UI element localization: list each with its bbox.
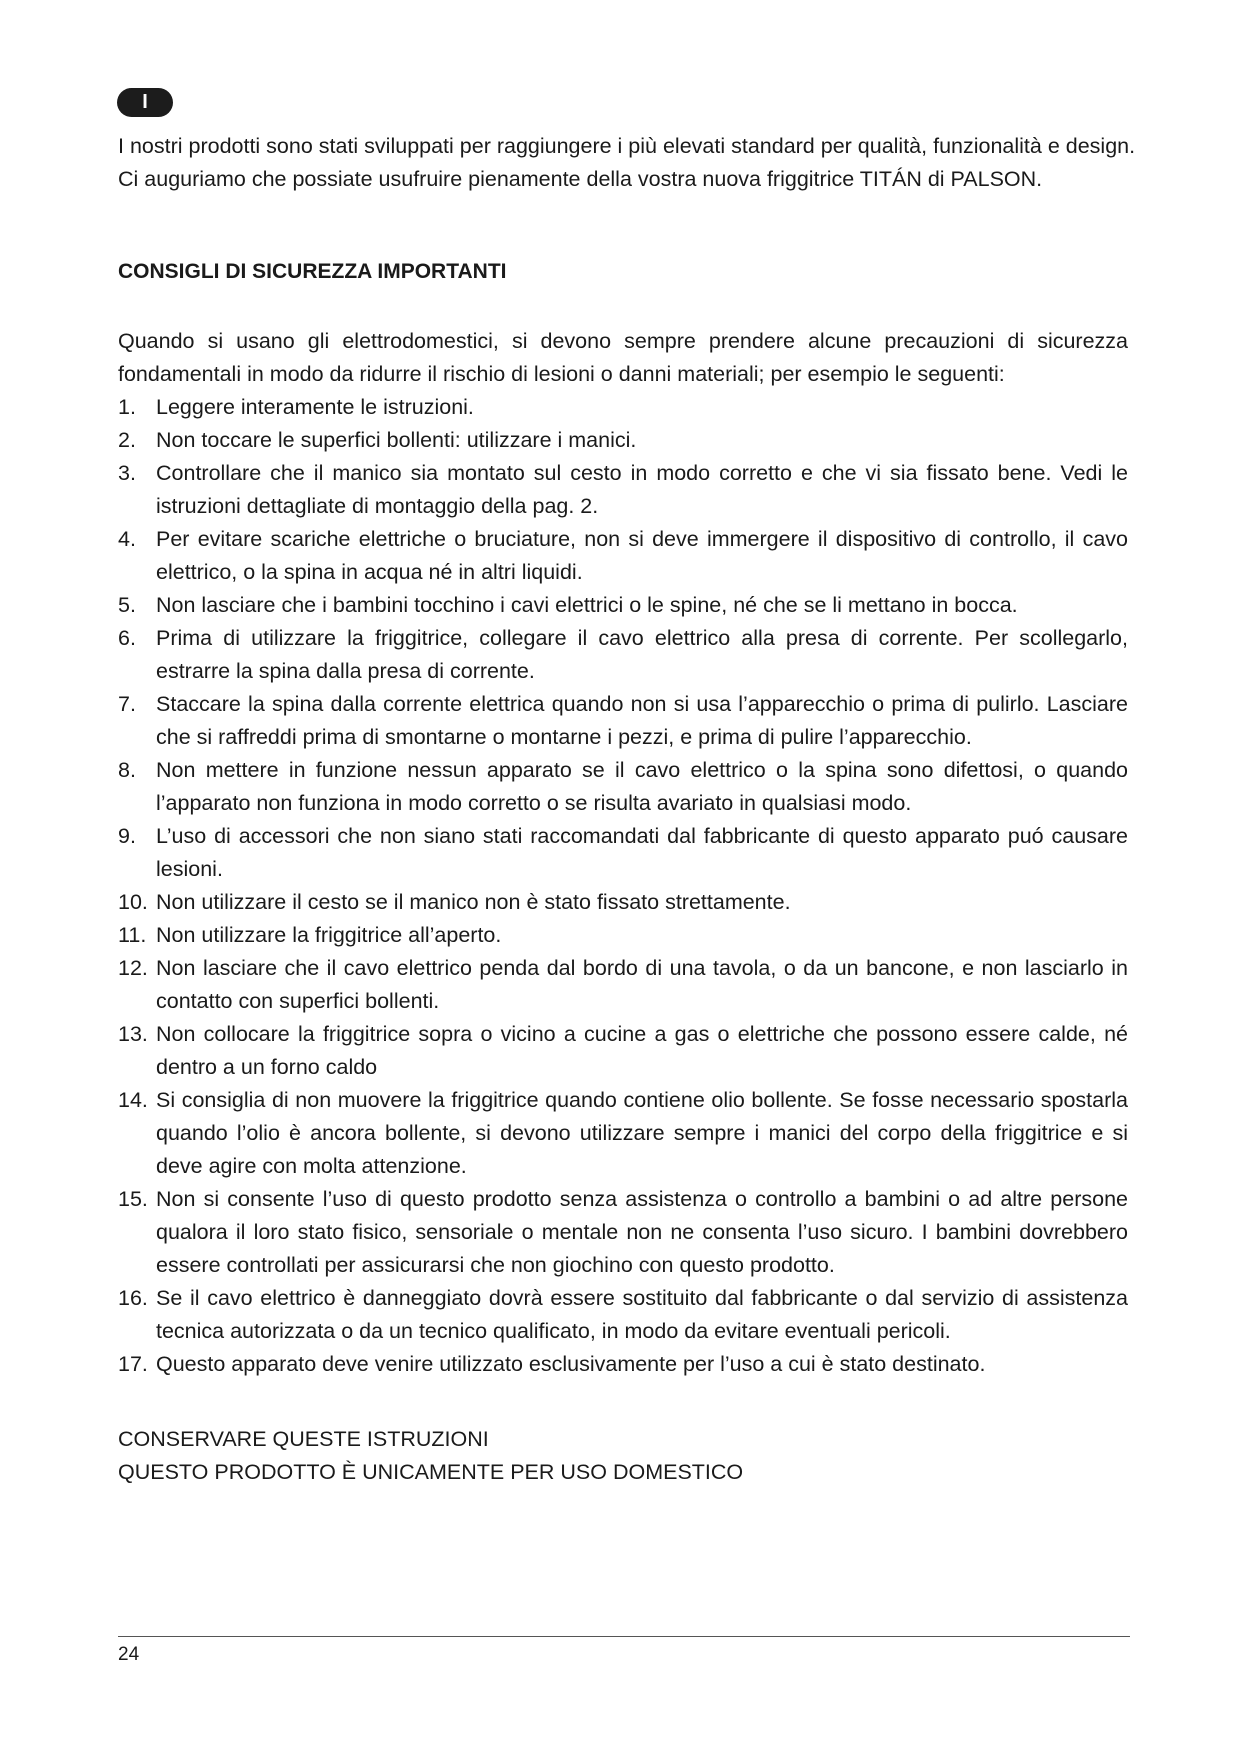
intro-line: I nostri prodotti sono stati sviluppati per raggiungere i più elevati standard per qualità, funzionalità e design. — [118, 134, 1136, 158]
safety-heading: CONSIGLI DI SICUREZZA IMPORTANTI — [118, 260, 507, 283]
warning-item — [118, 391, 1128, 424]
warning-number: 16. — [118, 1286, 148, 1310]
warning-text: Non lasciare che i bambini tocchino i cavi elettrici o le spine, né che se li mettano in bocca. — [156, 593, 1018, 617]
intro-line: Ci auguriamo che possiate usufruire pienamente della vostra nuova friggitrice TITÁN di PALSON. — [118, 167, 1043, 191]
warning-number: 13. — [118, 1022, 148, 1046]
warning-number: 5. — [118, 593, 136, 617]
warning-number: 4. — [118, 527, 136, 551]
warning-text: Non lasciare che il cavo elettrico penda dal bordo di una tavola, o da un bancone, e non lasciarlo in contatto con superfici bollenti. — [156, 956, 1128, 1013]
warning-item — [118, 523, 1128, 589]
warning-text: Leggere interamente le istruzioni. — [156, 395, 474, 419]
warning-item — [118, 424, 1128, 457]
warning-item — [118, 457, 1128, 523]
keep-instructions-note: CONSERVARE QUESTE ISTRUZIONI — [118, 1427, 489, 1451]
safety-lead-paragraph: Quando si usano gli elettrodomestici, si devono sempre prendere alcune precauzioni di sicurezza fondamentali in modo da ridurre il rischio di lesioni o danni materiali; per esempio le seguenti: — [118, 329, 1128, 386]
warning-item — [118, 1282, 1128, 1348]
domestic-use-note: QUESTO PRODOTTO È UNICAMENTE PER USO DOMESTICO — [118, 1460, 744, 1484]
warning-item — [118, 1084, 1128, 1183]
warning-text: Se il cavo elettrico è danneggiato dovrà essere sostituito dal fabbricante o dal servizio di assistenza tecnica autorizzata o da un tecnico qualificato, in modo da evitare eventuali pericoli. — [156, 1286, 1128, 1343]
warning-item — [118, 1183, 1128, 1282]
warning-number: 15. — [118, 1187, 148, 1211]
warning-item — [118, 886, 1128, 919]
warning-number: 12. — [118, 956, 148, 980]
warning-number: 1. — [118, 395, 136, 419]
safety-section — [118, 325, 1128, 1381]
warning-number: 10. — [118, 890, 148, 914]
warning-text: Non mettere in funzione nessun apparato se il cavo elettrico o la spina sono difettosi, o quando l’apparato non funziona in modo corretto o se risulta avariato in qualsiasi modo. — [156, 758, 1128, 815]
warning-item — [118, 820, 1128, 886]
intro-text — [118, 130, 1138, 196]
warning-number: 9. — [118, 824, 136, 848]
warning-item — [118, 1018, 1128, 1084]
warning-text: Controllare che il manico sia montato sul cesto in modo corretto e che vi sia fissato bene. Vedi le istruzioni dettagliate di montaggio della pag. 2. — [156, 461, 1128, 518]
warning-item — [118, 919, 1128, 952]
warning-text: Non toccare le superfici bollenti: utilizzare i manici. — [156, 428, 637, 452]
warning-number: 6. — [118, 626, 136, 650]
warning-item — [118, 1348, 1128, 1381]
page-number: 24 — [118, 1644, 140, 1665]
warning-text: Non utilizzare il cesto se il manico non è stato fissato strettamente. — [156, 890, 791, 914]
language-badge: I — [117, 88, 173, 117]
warning-text: Prima di utilizzare la friggitrice, collegare il cavo elettrico alla presa di corrente. Per scollegarlo, estrarre la spina dalla presa di corrente. — [156, 626, 1128, 683]
warning-text: Non collocare la friggitrice sopra o vicino a cucine a gas o elettriche che possono essere calde, né dentro a un forno caldo — [156, 1022, 1128, 1079]
warning-text: Si consiglia di non muovere la friggitrice quando contiene olio bollente. Se fosse necessario spostarla quando l’olio è ancora bollente, si devono utilizzare sempre i manici del corpo della friggitrice e si deve agire con molta attenzione. — [156, 1088, 1128, 1178]
warning-number: 14. — [118, 1088, 148, 1112]
warning-item — [118, 688, 1128, 754]
closing-notes — [118, 1423, 743, 1489]
footer-divider — [118, 1636, 1130, 1637]
warning-text: Staccare la spina dalla corrente elettrica quando non si usa l’apparecchio o prima di pulirlo. Lasciare che si raffreddi prima di smontarne o montarne i pezzi, e prima di pulire l’apparecchio. — [156, 692, 1128, 749]
warning-number: 17. — [118, 1352, 148, 1376]
warning-number: 3. — [118, 461, 136, 485]
safety-warnings-list — [118, 391, 1128, 1381]
warning-text: L’uso di accessori che non siano stati raccomandati dal fabbricante di questo apparato puó causare lesioni. — [156, 824, 1128, 881]
warning-number: 11. — [118, 923, 147, 947]
warning-number: 8. — [118, 758, 136, 782]
warning-item — [118, 952, 1128, 1018]
warning-item — [118, 754, 1128, 820]
warning-item — [118, 589, 1128, 622]
warning-text: Per evitare scariche elettriche o bruciature, non si deve immergere il dispositivo di controllo, il cavo elettrico, o la spina in acqua né in altri liquidi. — [156, 527, 1128, 584]
warning-item — [118, 622, 1128, 688]
warning-number: 2. — [118, 428, 136, 452]
warning-text: Questo apparato deve venire utilizzato esclusivamente per l’uso a cui è stato destinato. — [156, 1352, 986, 1376]
warning-number: 7. — [118, 692, 136, 716]
warning-text: Non si consente l’uso di questo prodotto senza assistenza o controllo a bambini o ad altre persone qualora il loro stato fisico, sensoriale o mentale non ne consenta l’uso sicuro. I bambini dovrebbero essere controllati per assicurarsi che non giochino con questo prodotto. — [156, 1187, 1128, 1277]
warning-text: Non utilizzare la friggitrice all’aperto. — [156, 923, 502, 947]
